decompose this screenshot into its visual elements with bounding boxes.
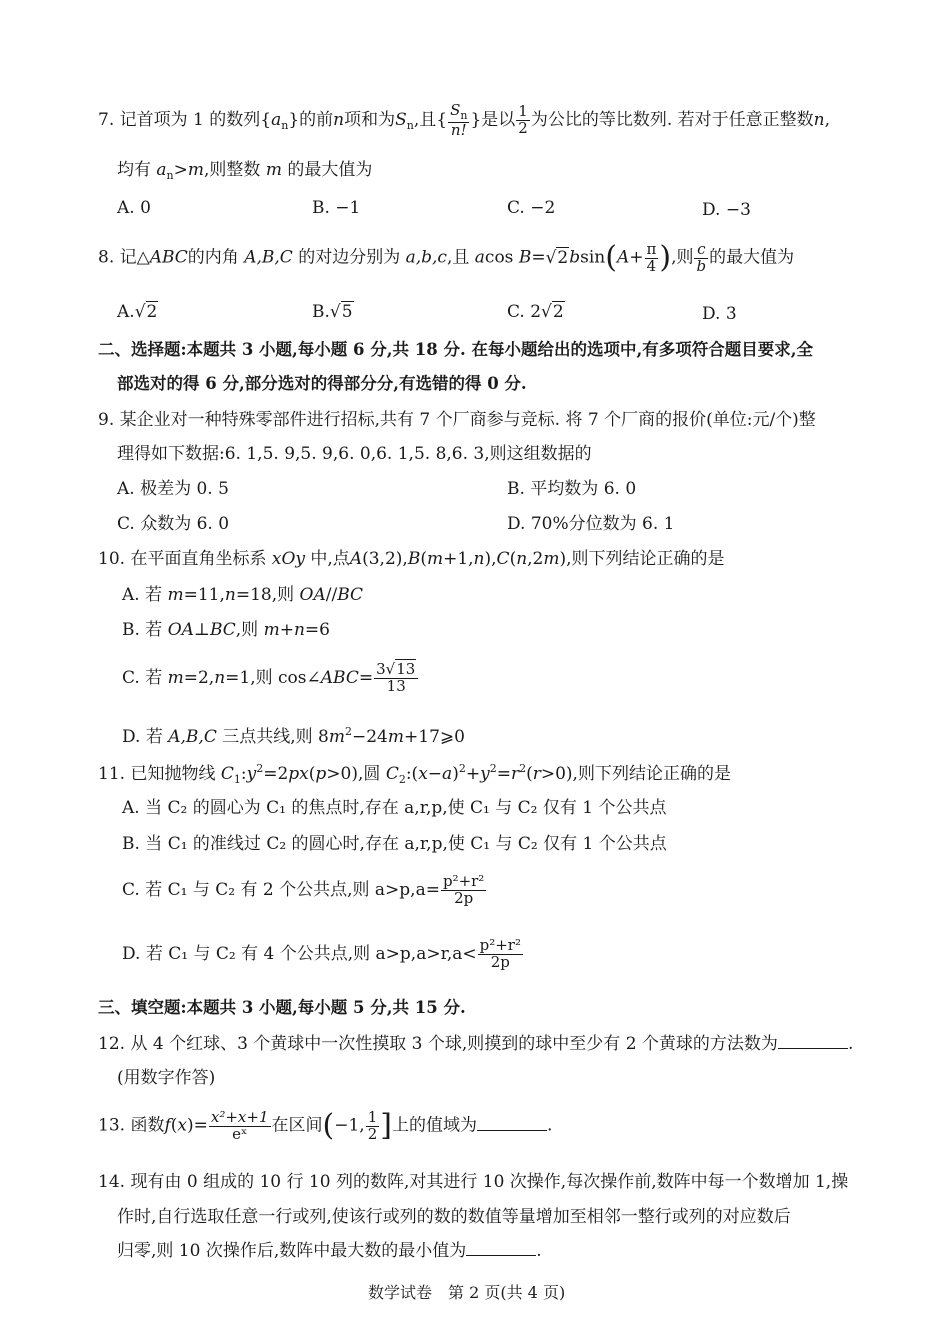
text: }的前: [288, 110, 334, 131]
q8-option-d: D. 3: [702, 304, 737, 324]
text: 2: [519, 762, 527, 775]
text: 7. 记首项为 1 的数列{: [98, 110, 272, 131]
text: 2p: [490, 952, 510, 971]
text: B. 若: [122, 620, 163, 640]
fraction: [478, 938, 523, 971]
text: >: [173, 160, 188, 180]
fraction-half: [516, 104, 530, 137]
text: n: [224, 585, 236, 605]
text: 8. 记△: [98, 247, 150, 268]
text: n: [406, 119, 414, 133]
text: ),则下列结论正确的是: [559, 549, 725, 569]
q14-line2: 作时,自行选取任意一行或列,使该行或列的数的数值等量增加至相邻一整行或列的对应数后: [117, 1207, 791, 1227]
text: ,则: [235, 620, 259, 640]
text: 的对边分别为: [298, 247, 401, 268]
text: =11,: [183, 585, 225, 605]
text: //: [325, 585, 338, 605]
answer-blank[interactable]: [778, 1034, 848, 1049]
sqrt: √13: [385, 660, 416, 678]
section3-heading: 三、填空题:本题共 3 小题,每小题 5 分,共 15 分.: [98, 998, 466, 1017]
text: B: [407, 549, 421, 569]
text: n: [813, 110, 825, 131]
fraction: [694, 239, 708, 275]
text: −24: [352, 727, 388, 747]
text: y: [246, 764, 257, 784]
text: C: [220, 764, 234, 784]
text: +17⩾0: [404, 727, 465, 747]
text: 1: [367, 1107, 378, 1126]
fraction: [645, 239, 659, 275]
text: m: [187, 160, 205, 180]
text: =18,则: [235, 585, 295, 605]
text: a,b,c: [405, 247, 447, 268]
text: a: [271, 110, 282, 131]
text: B.: [312, 302, 330, 322]
sqrt: √2: [545, 247, 569, 268]
text: 2: [518, 119, 528, 138]
text: n: [214, 667, 226, 688]
q10-option-a: [122, 585, 363, 605]
text: p: [315, 764, 327, 784]
text: ,且{: [413, 110, 448, 131]
text: r: [532, 764, 541, 784]
text: 1: [518, 102, 528, 121]
text: 13: [396, 660, 416, 678]
text: b: [696, 256, 707, 275]
text: c: [697, 239, 706, 258]
text: 4: [646, 256, 657, 275]
text: 2p: [454, 888, 474, 907]
paren: ]: [380, 1108, 392, 1143]
text: A+: [616, 247, 644, 268]
text: 2: [489, 762, 497, 775]
text: 为公比的等比数列. 若对于任意正整数: [530, 110, 814, 131]
page-footer: 数学试卷 第 2 页(共 4 页): [368, 1283, 566, 1302]
text: 2: [146, 302, 158, 322]
text: A,B,C: [168, 727, 217, 747]
text: n: [166, 169, 174, 182]
text: 3: [376, 660, 386, 678]
q7-option-d: D. −3: [702, 200, 751, 220]
text: S: [450, 101, 461, 119]
paren: (: [605, 240, 617, 275]
text: a: [156, 160, 167, 180]
text: =1,则 cos∠: [225, 667, 321, 688]
q9-option-b: B. 平均数为 6. 0: [507, 479, 637, 499]
text: 的内角: [187, 247, 239, 268]
text: 中,点: [310, 549, 350, 569]
text: A: [349, 549, 363, 569]
text: D. 若: [122, 727, 163, 747]
sqrt: √5: [329, 302, 353, 322]
q9-line1: 9. 某企业对一种特殊零部件进行招标,共有 7 个厂商参与竞标. 将 7 个厂商的报价(单位:元/个)整: [98, 410, 816, 430]
q13-line: [98, 1108, 552, 1144]
q9-option-c: C. 众数为 6. 0: [117, 514, 230, 534]
text: >0),则下列结论正确的是: [540, 764, 731, 784]
text: 1: [233, 773, 241, 786]
text: +1,: [443, 549, 474, 569]
text: 5: [341, 302, 353, 322]
q9-line2: 理得如下数据:6. 1,5. 9,5. 9,6. 0,6. 1,5. 8,6. 3,则这组数据的: [117, 444, 592, 464]
text: 13: [386, 676, 406, 695]
text: 归零,则 10 次操作后,数阵中最大数的最小值为: [117, 1241, 467, 1261]
text: b: [569, 247, 581, 268]
text: 2: [256, 762, 264, 775]
text: ,2: [527, 549, 544, 569]
text: n: [333, 110, 345, 131]
text: A. 若: [122, 585, 163, 605]
text: =: [358, 667, 374, 688]
text: cos: [484, 247, 514, 268]
text: −: [427, 764, 443, 784]
text: ,且: [446, 247, 470, 268]
text: }是以: [470, 110, 516, 131]
q7-option-a: A. 0: [117, 198, 151, 218]
text: n: [293, 620, 305, 640]
q7-option-c: C. −2: [507, 198, 556, 218]
text: n: [460, 109, 468, 122]
text: 2: [367, 1124, 378, 1143]
text: x: [418, 764, 428, 784]
text: 2: [458, 762, 466, 775]
section2-line1: 二、选择题:本题共 3 小题,每小题 6 分,共 18 分. 在每小题给出的选项中,有多项符合题目要求,全: [98, 340, 813, 359]
text: 在区间: [271, 1115, 323, 1136]
section2-line2: 部选对的得 6 分,部分选对的得部分分,有选错的得 0 分.: [117, 374, 527, 393]
q11-option-b: B. 当 C₁ 的准线过 C₂ 的圆心时,存在 a,r,p,使 C₁ 与 C₂ 仅有 1 个公共点: [122, 834, 667, 854]
text: (: [420, 549, 427, 569]
text: f: [164, 1115, 171, 1136]
fraction: [366, 1107, 380, 1143]
text: >0),圆: [326, 764, 381, 784]
text: m: [263, 620, 280, 640]
text: C. 若: [122, 667, 163, 688]
q11-line1: [98, 762, 731, 786]
paren: (: [322, 1108, 335, 1143]
answer-blank[interactable]: [466, 1241, 536, 1256]
q8-option-c: [507, 302, 565, 322]
text: .: [847, 1034, 854, 1054]
text: sin: [580, 247, 606, 268]
text: D. 若 C₁ 与 C₂ 有 4 个公共点,则 a>p,a>r,a<: [122, 943, 477, 964]
answer-blank[interactable]: [477, 1116, 547, 1131]
q9-option-a: A. 极差为 0. 5: [117, 479, 229, 499]
q9-option-d: D. 70%分位数为 6. 1: [507, 514, 675, 534]
text: p²+r²: [479, 936, 521, 954]
q11-option-d: [122, 938, 524, 971]
text: 2: [345, 725, 352, 738]
q12-line1: [98, 1034, 853, 1054]
text: a: [442, 764, 453, 784]
text: ),: [484, 549, 497, 569]
text: x²+x+1: [210, 1107, 269, 1126]
q11-option-c: [122, 874, 487, 907]
text: BC: [209, 620, 236, 640]
text: π: [646, 239, 657, 258]
q7-option-b: B. −1: [312, 198, 361, 218]
text: 2: [398, 773, 406, 786]
text: =2: [263, 764, 289, 784]
text: ,: [824, 110, 830, 131]
text: OA: [299, 585, 326, 605]
text: m: [328, 727, 345, 747]
text: ,则: [671, 247, 694, 268]
text: .: [536, 1241, 542, 1261]
fraction: [209, 1107, 271, 1143]
text: 13. 函数: [98, 1115, 165, 1136]
text: 2: [552, 302, 564, 322]
text: (: [526, 764, 533, 784]
text: OA: [167, 620, 194, 640]
text: xOy: [271, 549, 305, 569]
text: m: [387, 727, 405, 747]
text: (: [509, 549, 517, 569]
text: r: [510, 764, 520, 784]
q10-line1: [98, 549, 725, 569]
text: B: [518, 247, 532, 268]
text: =: [531, 247, 546, 268]
text: C. 若 C₁ 与 C₂ 有 2 个公共点,则 a>p,a=: [122, 879, 440, 900]
text: y: [480, 764, 490, 784]
text: 均有: [117, 160, 151, 180]
text: ⊥: [193, 620, 210, 640]
text: x: [177, 1115, 187, 1136]
text: ): [452, 764, 459, 784]
text: 的最大值为: [709, 247, 795, 268]
q7-line2: [117, 160, 372, 182]
text: S: [395, 110, 407, 131]
text: n: [516, 549, 528, 569]
text: ,则整数: [204, 160, 261, 180]
text: a: [474, 247, 485, 268]
text: =2,: [183, 667, 215, 688]
text: (: [308, 764, 316, 784]
fraction: [441, 874, 486, 907]
text: (: [170, 1115, 178, 1136]
q8-line1: [98, 240, 794, 276]
text: p²+r²: [442, 872, 485, 890]
text: =: [496, 764, 511, 784]
text: m: [167, 585, 184, 605]
text: .: [546, 1115, 553, 1136]
text: :: [240, 764, 247, 784]
text: eˣ: [232, 1124, 248, 1143]
text: 10. 在平面直角坐标系: [98, 549, 267, 569]
text: ABC: [320, 667, 359, 688]
text: n: [281, 119, 289, 133]
text: (3,2),: [362, 549, 408, 569]
text: )=: [186, 1115, 208, 1136]
text: ABC: [149, 247, 188, 268]
text: =6: [304, 620, 330, 640]
fraction: [374, 662, 418, 695]
paren: ): [659, 240, 672, 275]
text: A.: [117, 302, 135, 322]
text: C: [496, 549, 510, 569]
sqrt: √2: [541, 302, 564, 322]
text: 11. 已知抛物线: [98, 764, 216, 784]
text: n: [473, 549, 485, 569]
q7-line1: [98, 103, 830, 138]
text: +: [465, 764, 481, 784]
text: C: [385, 764, 399, 784]
q8-option-a: [117, 302, 158, 322]
sqrt: √2: [134, 302, 158, 322]
q10-option-b: [122, 620, 330, 640]
text: m: [265, 160, 282, 180]
text: 的最大值为: [287, 160, 373, 180]
text: m: [543, 549, 560, 569]
text: BC: [337, 585, 364, 605]
text: px: [288, 764, 309, 784]
text: 上的值域为: [391, 1115, 477, 1136]
text: C. 2: [507, 302, 542, 322]
q8-option-b: [312, 302, 354, 322]
text: 2: [557, 247, 569, 268]
q11-option-a: A. 当 C₂ 的圆心为 C₁ 的焦点时,存在 a,r,p,使 C₁ 与 C₂ 仅有 1 个公共点: [122, 798, 667, 818]
q12-line2: (用数字作答): [117, 1068, 216, 1088]
text: 三点共线,则 8: [222, 727, 329, 747]
text: −1,: [334, 1115, 365, 1136]
text: n!: [450, 120, 467, 139]
q14-line1: 14. 现有由 0 组成的 10 行 10 列的数阵,对其进行 10 次操作,每次操作前,数阵中每一个数增加 1,操: [98, 1172, 849, 1192]
text: 项和为: [344, 110, 396, 131]
text: +: [279, 620, 294, 640]
text: m: [167, 667, 184, 688]
fraction: [448, 103, 469, 138]
q10-option-d: [122, 725, 465, 747]
text: A,B,C: [244, 247, 293, 268]
text: :(: [405, 764, 419, 784]
text: 12. 从 4 个红球、3 个黄球中一次性摸取 3 个球,则摸到的球中至少有 2 个黄球的方法数为: [98, 1034, 778, 1054]
q14-line3: [117, 1241, 542, 1261]
q10-option-c: [122, 662, 419, 695]
text: m: [426, 549, 444, 569]
